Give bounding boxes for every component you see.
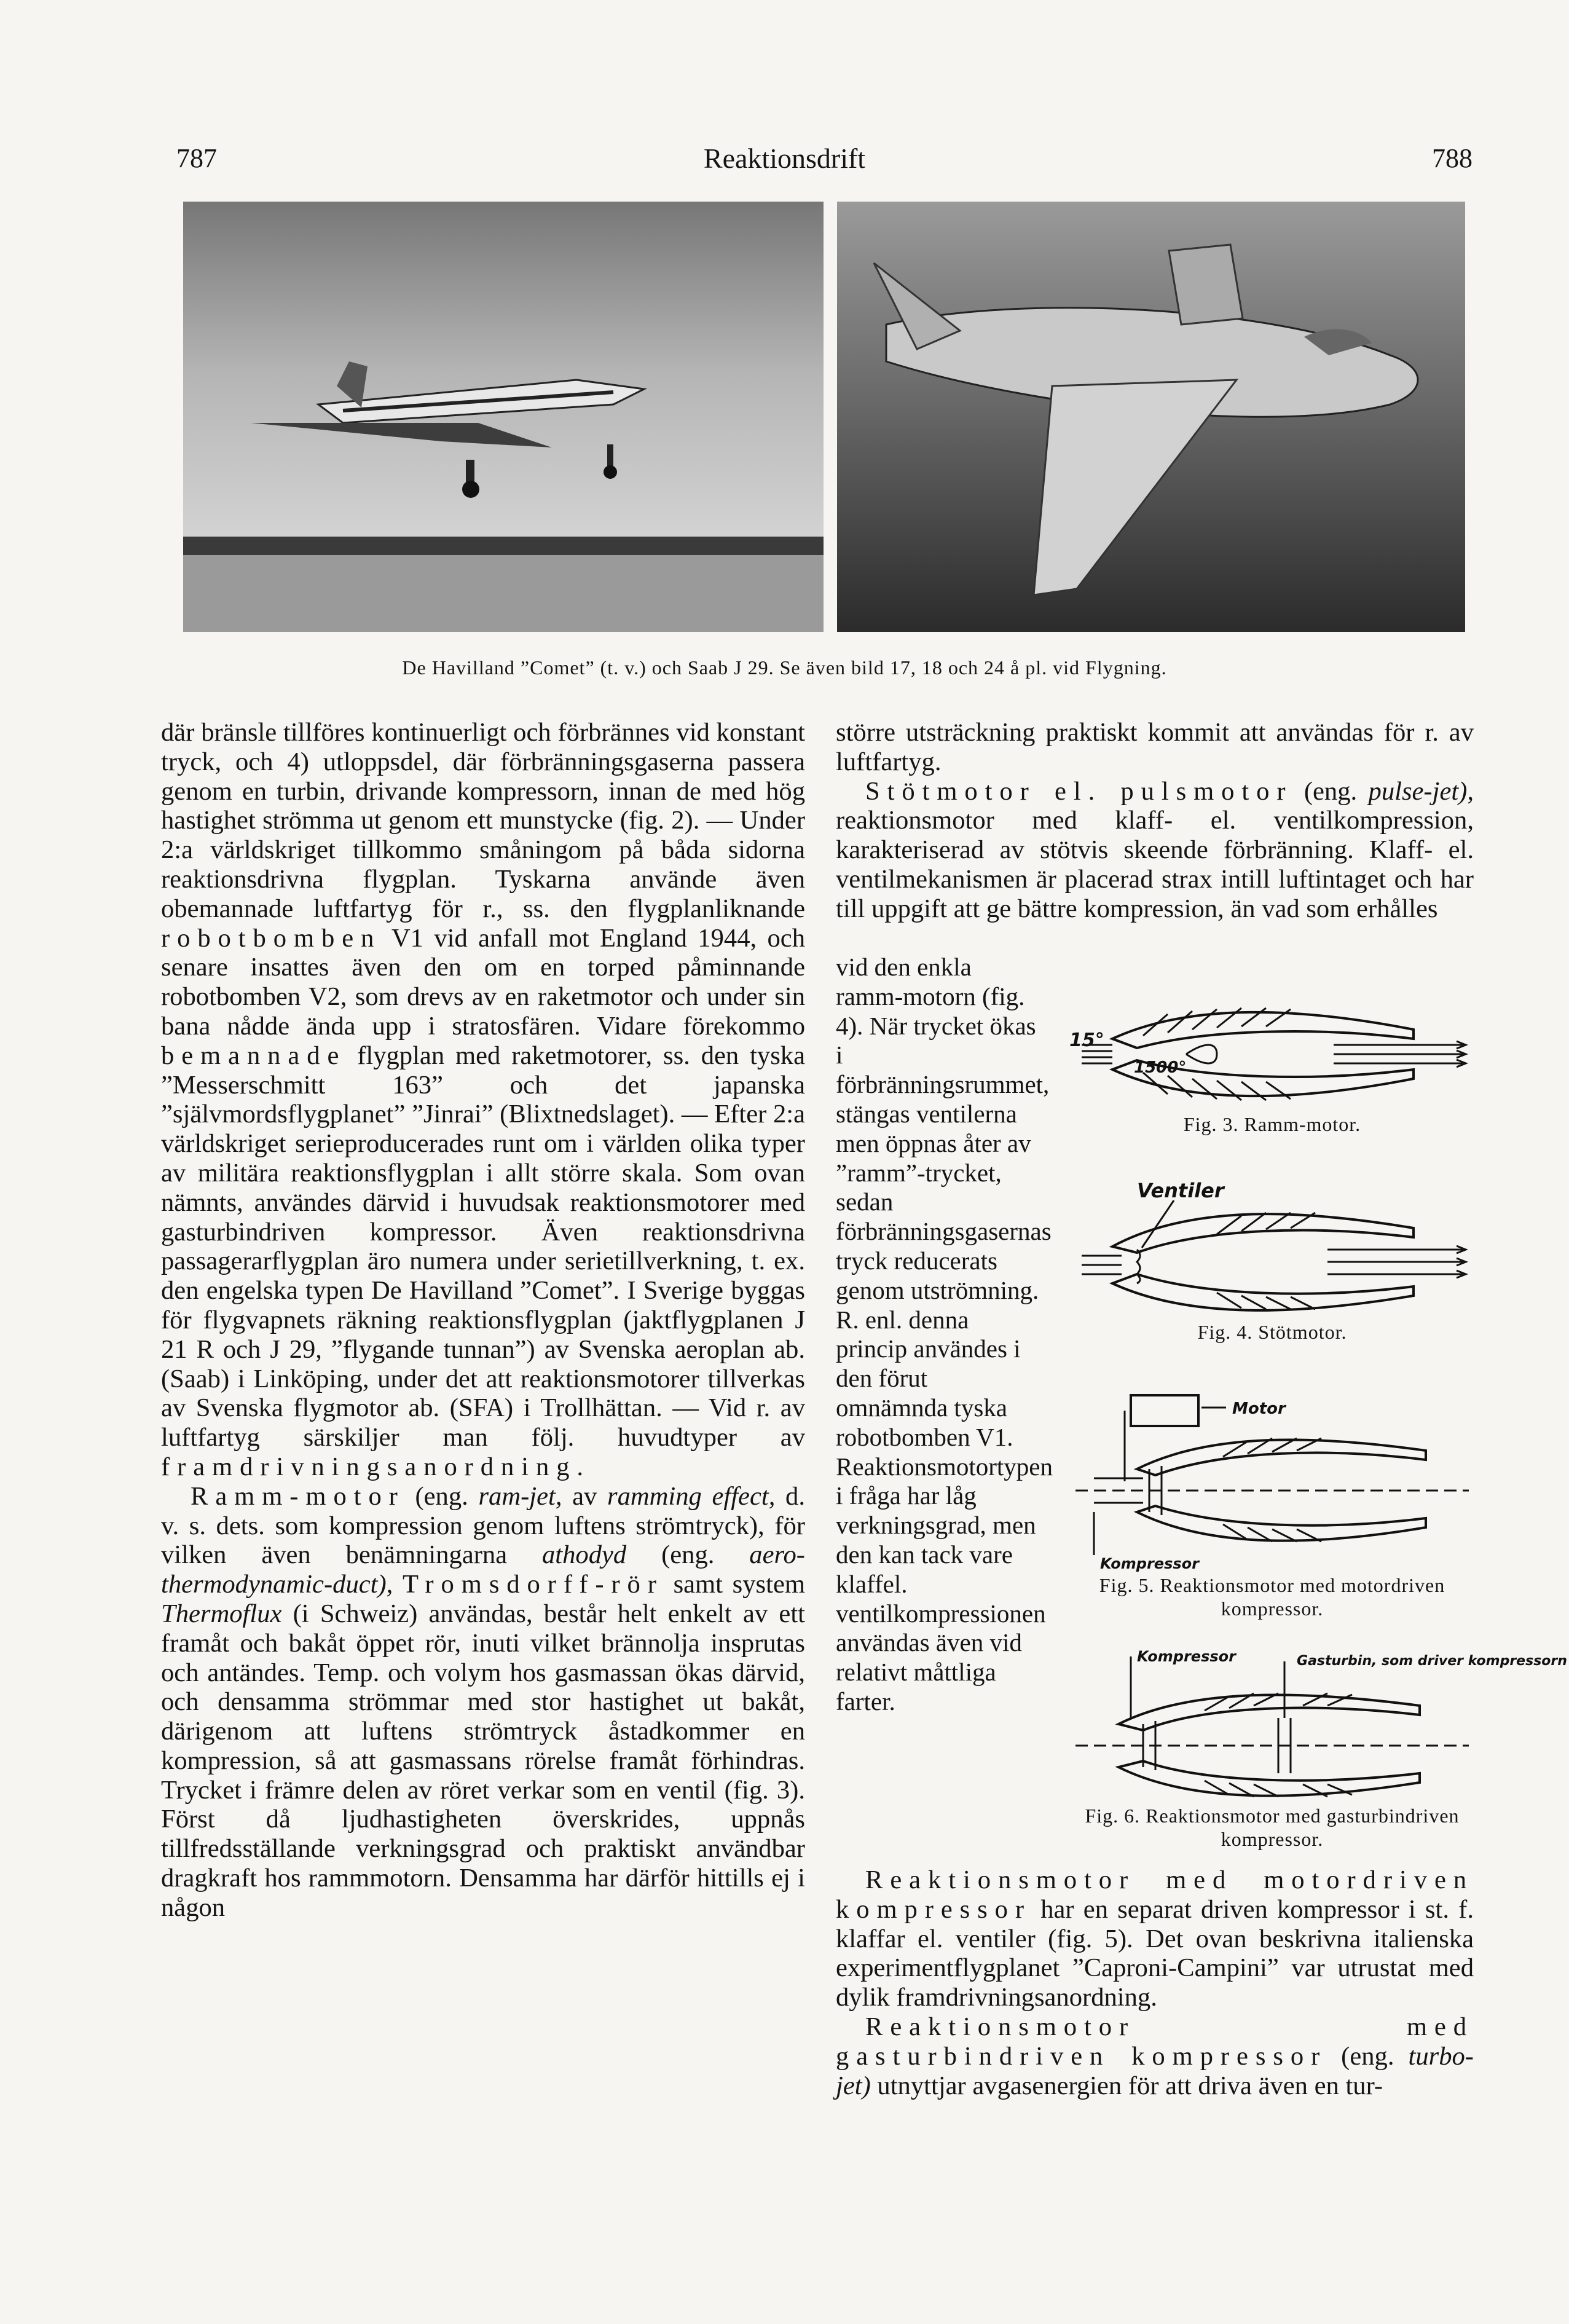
turbo-jet-diagram <box>1069 1644 1567 1804</box>
motor-label: Motor <box>1232 1400 1286 1418</box>
right-column-bottom <box>836 1865 1474 2100</box>
valves-label: Ventiler <box>1137 1179 1224 1202</box>
running-title: Reaktionsdrift <box>703 143 866 174</box>
paragraph: Stötmotor el. pulsmotor (eng. pulse-jet), reaktionsmotor med klaff- el. ventilkompression, karakteriserad av stötvis skeende förbränning. Klaff- el. ventilmekanismen är placerad strax intill luftintaget och har till uppgift att ge bättre kompression, än vad som erhålles <box>836 776 1474 923</box>
left-column <box>161 718 805 1923</box>
figure-4-caption: Fig. 4. Stötmotor. <box>1197 1321 1347 1343</box>
temperature-label: 1500° <box>1134 1058 1187 1077</box>
right-column-narrow <box>836 953 1053 1717</box>
paragraph: större utsträckning praktiskt kommit att användas för r. av luftfartyg. <box>836 718 1474 776</box>
page-number-left: 787 <box>176 143 217 173</box>
saab-j29-photo <box>837 202 1465 632</box>
figure-6-caption: Fig. 6. Reaktionsmotor med gasturbindriven kompressor. <box>1085 1805 1460 1850</box>
figure-3-caption: Fig. 3. Ramm-motor. <box>1183 1113 1361 1135</box>
comet-photo <box>183 202 824 632</box>
right-column-top <box>836 718 1474 924</box>
motor-driven-compressor-diagram <box>1069 1389 1475 1574</box>
paragraph: Reaktionsmotor med gasturbindriven kompressor (eng. turbo-jet) utnyttjar avgasenergien för att driva även en tur- <box>836 2012 1474 2100</box>
angle-label: 15° <box>1069 1030 1104 1051</box>
figure-5 <box>1069 1389 1475 1620</box>
figure-6 <box>1069 1644 1567 1851</box>
compressor-label: Kompressor <box>1137 1648 1236 1665</box>
figure-3 <box>1069 996 1475 1136</box>
paragraph: Reaktionsmotor med motordriven kompressor har en separat driven kompressor i st. f. klaffar el. ventiler (fig. 5). Det ovan beskrivna italienska experimentflygplanet ”Caproni-Campini” var utrustat med dylik framdrivningsanordning. <box>836 1865 1474 2012</box>
paragraph: Ramm-motor (eng. ram-jet, av ramming effect, d. v. s. dets. som kompression genom luftens strömtryck), för vilken även benämningarna athodyd (eng. aero- thermodynamic-duct), Tromsdorff-rör samt system Thermoflux (i Schweiz) användas, består helt enkelt av ett framåt och bakåt öppet rör, inuti vilket brännolja insprutas och antändes. Temp. och volym hos gasmassan ökas därvid, och densamma strömmar med stor hastighet ut bakåt, därigenom att luftens strömtryck åstadkommer en kompression, så att gasmassans rörelse framåt förhindras. Trycket i främre delen av röret verkar som en ventil (fig. 3). Först då ljudhastigheten överskrides, uppnås tillfredsställande verkningsgrad och praktiskt användbar dragkraft hos rammmotorn. Densamma har därför hittills ej i någon <box>161 1481 805 1922</box>
page-number-right: 788 <box>1432 143 1473 173</box>
paragraph: där bränsle tillföres kontinuerligt och förbrännes vid konstant tryck, och 4) utloppsdel, där förbränningsgaserna passera genom en turbin, drivande kompressorn, innan de med hög hastighet strömma ut genom ett munstycke (fig. 2). — Under 2:a världskriget tillkommo småningom på båda sidorna reaktionsdrivna flygplan. Tyskarna använde även obemannade luftfartyg för r., ss. den flygplanliknande robotbomben V1 vid anfall mot England 1944, och senare insattes även den om en torped påminnande robotbomben V2, som drevs av en raketmotor och under sin bana nådde ända upp i stratosfären. Vidare förekommo bemannade flygplan med raketmotorer, ss. den tyska ”Messerschmitt 163” och det japanska ”självmordsflygplanet” ”Jinrai” (Blixtnedslaget). — Efter 2:a världskriget serieproducerades runt om i världen olika typer av militära reaktionsflygplan i allt större skala. Som ovan nämnts, användes därvid i huvudsak reaktionsmotorer med gasturbindriven kompressor. Även reaktionsdrivna passagerarflygplan äro numera under serietillverkning, t. ex. den engelska typen De Havilland ”Comet”. I Sverige byggas för flygvapnets räkning reaktionsflygplan (jaktflygplanen J 21 R och J 29, ”flygande tunnan”) av Svenska aeroplan ab. (Saab) i Linköping, under det att reaktionsmotorer tillverkas av Svenska flygmotor ab. (SFA) i Trollhättan. — Vid r. av luftfartyg särskiljer man följ. huvudtyper av framdrivningsanordning. <box>161 718 805 1481</box>
photo-caption: De Havilland ”Comet” (t. v.) och Saab J 29. Se även bild 17, 18 och 24 å pl. vid Flygning. <box>402 656 1167 679</box>
ram-motor-diagram <box>1069 996 1475 1113</box>
turbine-label: Gasturbin, som driver kompressorn <box>1297 1653 1567 1669</box>
figure-5-caption: Fig. 5. Reaktionsmotor med motordriven kompressor. <box>1099 1574 1445 1620</box>
paragraph: vid den enkla ramm-motorn (fig. 4). När trycket ökas i förbränningsrummet, stängas ventilerna men öppnas åter av ”ramm”-trycket, sedan förbränningsgasernas tryck reducerats genom utströmning. R. enl. denna princip användes i den förut omnämnda tyska robotbomben V1. Reaktionsmotortypen i fråga har låg verkningsgrad, men den kan tack vare klaffel. ventilkompressionen användas även vid relativt måttliga farter. <box>836 953 1053 1715</box>
figure-4 <box>1069 1179 1475 1344</box>
pulse-motor-diagram <box>1069 1179 1475 1320</box>
compressor-label: Kompressor <box>1100 1555 1199 1572</box>
